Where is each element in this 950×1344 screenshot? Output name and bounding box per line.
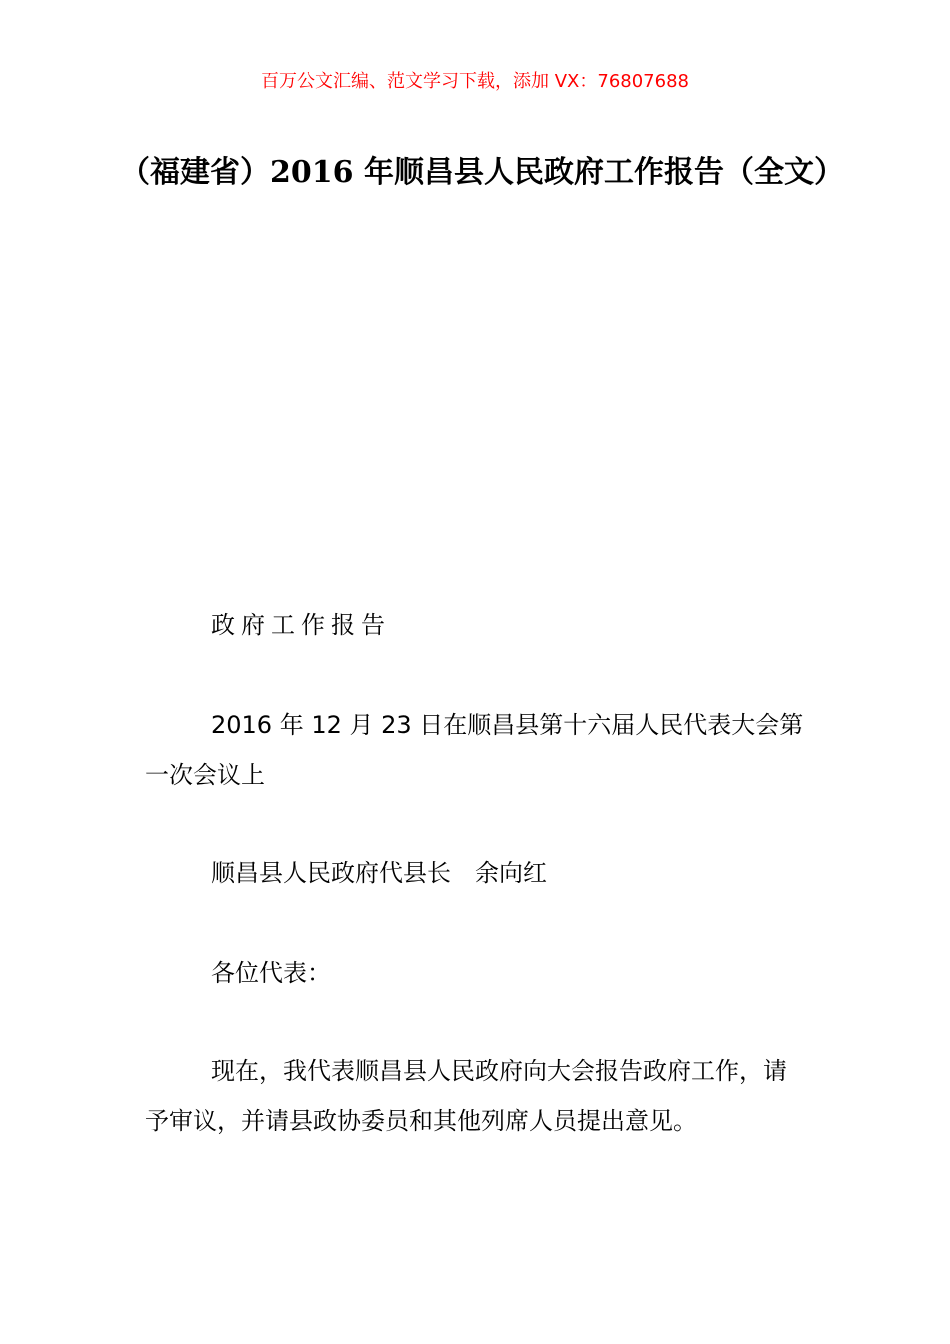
date-line: 2016 年 12 月 23 日在顺昌县第十六届人民代表大会第一次会议上 bbox=[145, 711, 804, 789]
intro-paragraph: 现在，我代表顺昌县人民政府向大会报告政府工作，请予审议，并请县政协委员和其他列席人员提出意见。 bbox=[145, 1057, 787, 1135]
document-title: （福建省）2016 年顺昌县人民政府工作报告（全文） bbox=[120, 155, 844, 190]
speaker-line: 顺昌县人民政府代县长 余向红 bbox=[211, 859, 547, 887]
watermark-header-note: 百万公文汇编、范文学习下载，添加 VX：76807688 bbox=[261, 71, 689, 92]
greeting-line: 各位代表： bbox=[211, 959, 331, 987]
report-heading: 政府工作报告 bbox=[211, 611, 391, 639]
